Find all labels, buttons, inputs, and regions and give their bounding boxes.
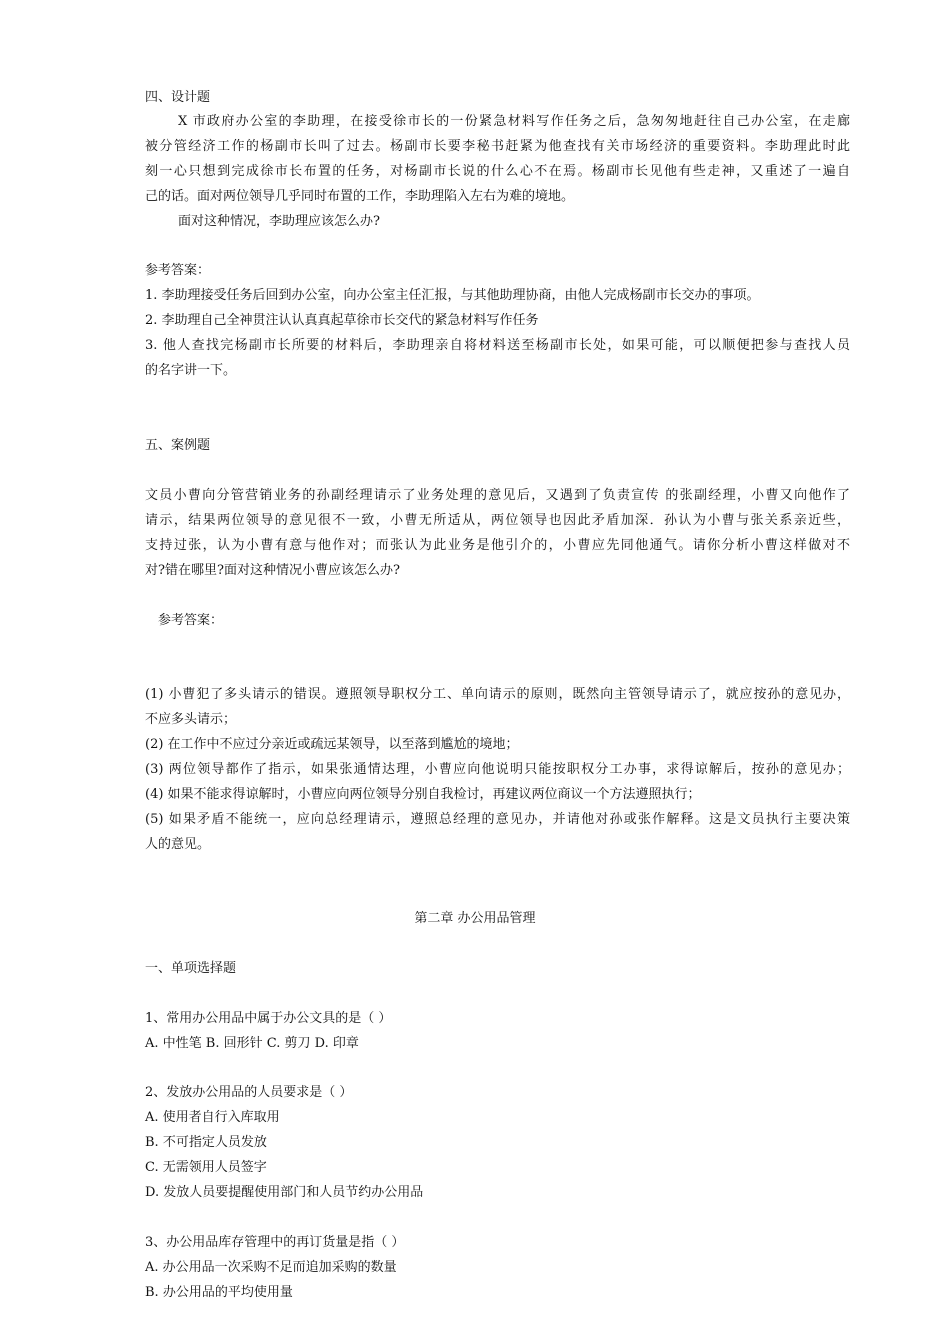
section-4-paragraph-line: 被分管经济工作的杨副市长叫了过去。杨副市长要李秘书赶紧为他查找有关市场经济的重要资料。李助理此时此 [145,139,850,154]
section-4-answer-item: 3. 他人查找完杨副市长所要的材料后，李助理亲自将材料送至杨副市长处，如果可能，可以顺便把参与查找人员 [145,338,850,353]
section-5-paragraph-line: 请示，结果两位领导的意见很不一致，小曹无所适从，两位领导也因此矛盾加深．孙认为小曹与张关系亲近些， [145,513,850,528]
section-4-answer-item: 2. 李助理自己全神贯注认认真真起草徐市长交代的紧急材料写作任务 [145,313,539,328]
section-4-paragraph-line: 刻一心只想到完成徐市长布置的任务，对杨副市长说的什么心不在焉。杨副市长见他有些走神，又重述了一遍自 [145,164,850,179]
section-5-paragraph-line: 支持过张，认为小曹有意与他作对；而张认为此业务是他引介的，小曹应先同他通气。请你分析小曹这样做对不 [145,538,850,553]
section-5-answer-item: 不应多头请示； [145,712,237,727]
question-stem: 3、办公用品库存管理中的再订货量是指（ ） [145,1235,405,1250]
section-5-answer-item: (5) 如果矛盾不能统一，应向总经理请示，遵照总经理的意见办，并请他对孙或张作解释。这是文员执行主要决策 [145,812,850,827]
section-5-heading: 五、案例题 [145,438,211,453]
section-5-answer-item: (4) 如果不能求得谅解时，小曹应向两位领导分别自我检讨，再建议两位商议一个方法遵照执行； [145,787,701,802]
question-option: C. 无需领用人员签字 [145,1160,267,1175]
question-stem: 1、常用办公用品中属于办公文具的是（ ） [145,1011,392,1026]
question-option: A. 办公用品一次采购不足而追加采购的数量 [145,1260,397,1275]
section-5-answer-item: (2) 在工作中不应过分亲近或疏远某领导，以至落到尴尬的境地； [145,737,519,752]
question-option: B. 不可指定人员发放 [145,1135,267,1150]
section-5-answer-item: (3) 两位领导都作了指示，如果张通情达理，小曹应向他说明只能按职权分工办事，求得谅解后，按孙的意见办； [145,762,850,777]
chapter-title: 第二章 办公用品管理 [414,911,536,926]
section-5-answer-item: 人的意见。 [145,837,211,852]
question-option: D. 发放人员要提醒使用部门和人员节约办公用品 [145,1185,424,1200]
question-stem: 2、发放办公用品的人员要求是（ ） [145,1085,353,1100]
section-4-answer-label: 参考答案： [145,263,211,278]
section-4-answer-item: 1. 李助理接受任务后回到办公室，向办公室主任汇报，与其他助理协商，由他人完成杨副市长交办的事项。 [145,288,760,303]
section-5-paragraph-line: 对?错在哪里?面对这种情况小曹应该怎么办? [145,563,400,578]
section-4-heading: 四、设计题 [145,90,211,105]
question-option: B. 办公用品的平均使用量 [145,1285,293,1300]
section-4-answer-item: 的名字讲一下。 [145,363,237,378]
section-4-question: 面对这种情况，李助理应该怎么办? [178,214,380,229]
section-5-paragraph-line: 文员小曹向分管营销业务的孙副经理请示了业务处理的意见后，又遇到了负责宣传 的张副经理，小曹又向他作了 [145,488,850,503]
section-4-paragraph-line: 己的话。面对两位领导几乎同时布置的工作，李助理陷入左右为难的境地。 [145,189,575,204]
section-4-paragraph-line: X 市政府办公室的李助理，在接受徐市长的一份紧急材料写作任务之后，急匆匆地赶往自己办公室，在走廊 [178,114,850,129]
section-5-answer-item: (1) 小曹犯了多头请示的错误。遵照领导职权分工、单向请示的原则，既然向主管领导请示了，就应按孙的意见办， [145,687,850,702]
question-option: A. 使用者自行入库取用 [145,1110,280,1125]
section-5-answer-label: 参考答案： [158,613,224,628]
chapter-section-heading: 一、单项选择题 [145,961,237,976]
question-options: A. 中性笔 B. 回形针 C. 剪刀 D. 印章 [145,1036,359,1051]
